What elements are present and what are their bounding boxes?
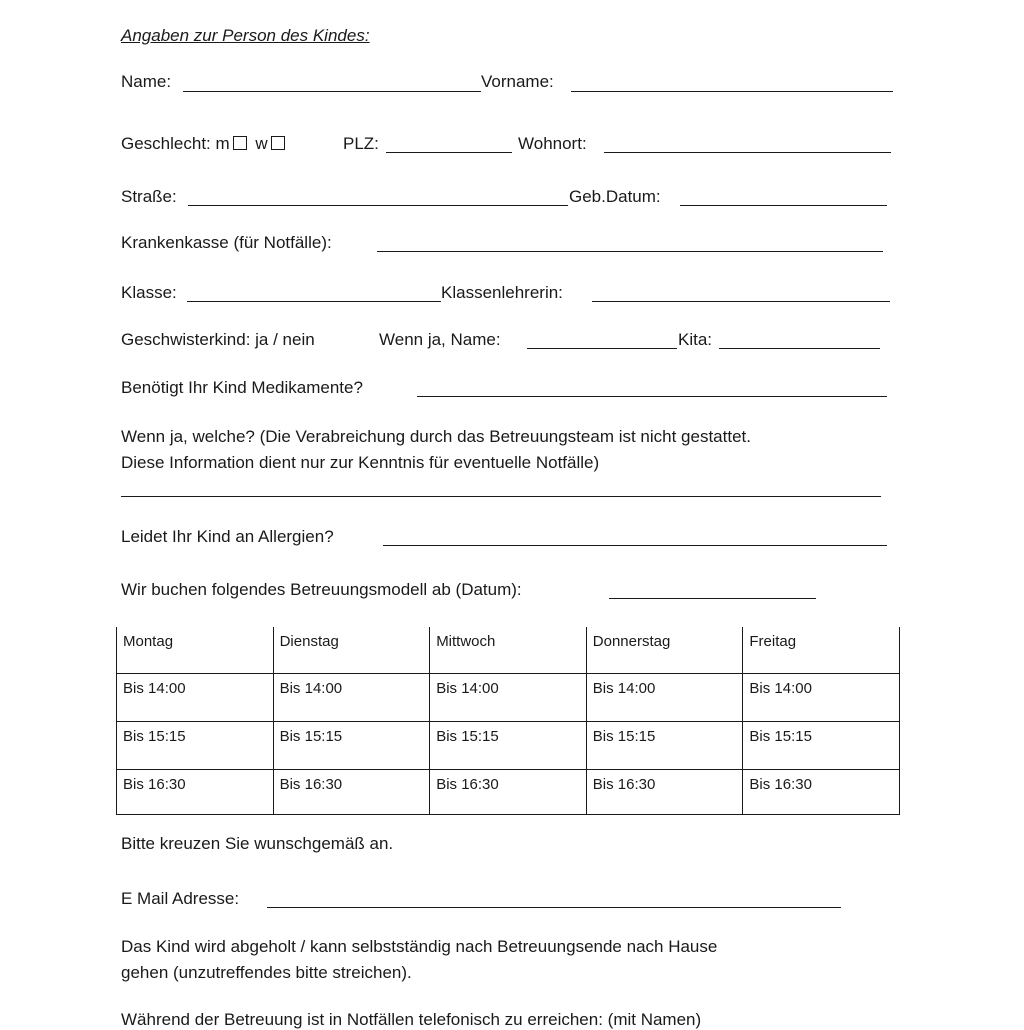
name-label: Name: [121,72,172,91]
geb-datum-input-line[interactable] [680,205,887,206]
wohnort-input-line[interactable] [604,152,891,153]
welche-text-line1: Wenn ja, welche? (Die Verabreichung durch das Betreuungsteam ist nicht gestattet. [121,427,751,446]
schedule-cell[interactable]: Bis 15:15 [743,722,900,770]
schedule-cell[interactable]: Bis 14:00 [117,674,274,722]
name-input-line[interactable] [183,91,481,92]
day-header: Freitag [743,627,900,674]
krankenkasse-input-line[interactable] [377,251,883,252]
schedule-cell[interactable]: Bis 16:30 [117,770,274,815]
medikamente-input-line[interactable] [417,396,887,397]
kita-label: Kita: [678,330,713,349]
schedule-cell[interactable]: Bis 15:15 [430,722,587,770]
geb-datum-label: Geb.Datum: [569,187,661,206]
geschlecht-row [121,134,289,154]
klassenlehrerin-input-line[interactable] [592,301,890,302]
schedule-cell[interactable]: Bis 15:15 [586,722,743,770]
schedule-table [116,627,900,815]
gender-w-label: w [255,134,268,153]
schedule-cell[interactable]: Bis 14:00 [586,674,743,722]
betreuungsmodell-label: Wir buchen folgendes Betreuungsmodell ab (Datum): [121,580,522,599]
klasse-label: Klasse: [121,283,177,302]
email-label: E Mail Adresse: [121,889,240,908]
vorname-input-line[interactable] [571,91,893,92]
abholung-text-line2: gehen (unzutreffendes bitte streichen). [121,963,412,982]
schedule-row [117,674,900,722]
email-input-line[interactable] [267,907,841,908]
schedule-row [117,722,900,770]
day-header: Mittwoch [430,627,587,674]
geschwisterkind-label: Geschwisterkind: ja / nein [121,330,315,349]
plz-label: PLZ: [343,134,379,153]
allergien-label: Leidet Ihr Kind an Allergien? [121,527,334,546]
geschlecht-label: Geschlecht: [121,134,211,153]
welche-input-line[interactable] [121,496,881,497]
strasse-input-line[interactable] [188,205,568,206]
schedule-cell[interactable]: Bis 15:15 [117,722,274,770]
medikamente-label: Benötigt Ihr Kind Medikamente? [121,378,363,397]
klassenlehrerin-label: Klassenlehrerin: [441,283,563,302]
form-heading: Angaben zur Person des Kindes: [121,26,370,45]
ankreuzen-note: Bitte kreuzen Sie wunschgemäß an. [121,834,394,853]
krankenkasse-label: Krankenkasse (für Notfälle): [121,233,332,252]
schedule-cell[interactable]: Bis 16:30 [743,770,900,815]
wohnort-label: Wohnort: [518,134,587,153]
schedule-header-row [117,627,900,674]
schedule-cell[interactable]: Bis 15:15 [273,722,430,770]
schedule-cell[interactable]: Bis 14:00 [430,674,587,722]
betreuungsmodell-datum-line[interactable] [609,598,816,599]
schedule-cell[interactable]: Bis 16:30 [586,770,743,815]
schedule-cell[interactable]: Bis 16:30 [273,770,430,815]
schedule-cell[interactable]: Bis 14:00 [273,674,430,722]
klasse-input-line[interactable] [187,301,441,302]
notfall-text: Während der Betreuung ist in Notfällen telefonisch zu erreichen: (mit Namen) [121,1010,702,1029]
allergien-input-line[interactable] [383,545,887,546]
geschwister-name-input-line[interactable] [527,348,677,349]
schedule-cell[interactable]: Bis 16:30 [430,770,587,815]
abholung-text-line1: Das Kind wird abgeholt / kann selbstständig nach Betreuungsende nach Hause [121,937,718,956]
kita-input-line[interactable] [719,348,880,349]
welche-text-line2: Diese Information dient nur zur Kenntnis für eventuelle Notfälle) [121,453,600,472]
schedule-row [117,770,900,815]
schedule-cell[interactable]: Bis 14:00 [743,674,900,722]
gender-m-label: m [215,134,230,153]
plz-input-line[interactable] [386,152,512,153]
gender-m-checkbox[interactable] [233,136,247,150]
vorname-label: Vorname: [481,72,554,91]
day-header: Donnerstag [586,627,743,674]
day-header: Montag [117,627,274,674]
day-header: Dienstag [273,627,430,674]
gender-w-checkbox[interactable] [271,136,285,150]
strasse-label: Straße: [121,187,177,206]
wenn-ja-name-label: Wenn ja, Name: [379,330,501,349]
